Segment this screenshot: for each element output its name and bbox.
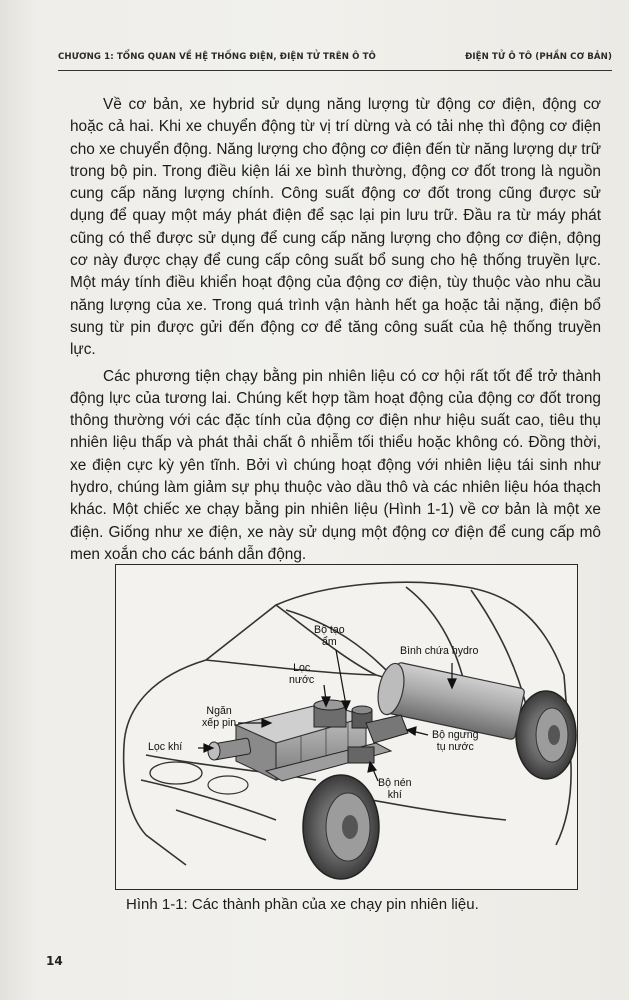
fuel-cell-vehicle-illustration xyxy=(116,565,578,890)
label-stack-line1: Ngăn xyxy=(206,705,232,717)
label-air-filter: Lọc khí xyxy=(148,741,183,753)
label-compressor-line1: Bộ nén xyxy=(378,777,412,789)
label-water-filter xyxy=(289,662,314,686)
header-chapter-title: CHƯƠNG 1: TỔNG QUAN VỀ HỆ THỐNG ĐIỆN, ĐIỆN TỬ TRÊN Ô TÔ xyxy=(58,52,376,62)
page-number: 14 xyxy=(46,954,63,968)
label-stack-line2: xếp pin xyxy=(202,717,237,729)
label-hydrogen-tank: Bình chứa hydro xyxy=(400,645,479,657)
paragraph-hybrid: Về cơ bản, xe hybrid sử dụng năng lượng từ động cơ điện, động cơ hoặc cả hai. Khi xe chuyển động từ vị trí dừng và có tải nhẹ thì động cơ điện cho xe chuyển động. Năng lượng cho động cơ điện đến từ năng lượng dự trữ trong bộ pin. Trong điều kiện lái xe bình thường, động cơ đốt trong là nguồn cung cấp năng lượng chính. Công suất động cơ đốt trong cũng được sử dụng để quay một máy phát điện để sạc lại pin lưu trữ. Đầu ra từ máy phát cũng có thể được sử dụng để cung cấp năng lượng cho động cơ điện, động cơ này được chạy để cung cấp công suất bổ sung cho hệ thống truyền lực. Một máy tính điều khiển hoạt động của động cơ điện, tùy thuộc vào nhu cầu năng lượng của xe. Trong quá trình vận hành hết ga hoặc tải nặng, điện bổ sung từ pin được gửi đến động cơ để tăng công suất của hệ thống truyền lực. xyxy=(70,96,602,359)
header-book-title: ĐIỆN TỬ Ô TÔ (PHẦN CƠ BẢN) xyxy=(465,52,612,62)
label-compressor-line2: khí xyxy=(387,789,402,801)
fog-light xyxy=(208,776,248,794)
label-humidifier-line1: Bộ tạo xyxy=(314,624,345,636)
running-header xyxy=(58,50,612,66)
label-humidifier-line2: ẩm xyxy=(321,636,337,648)
header-divider xyxy=(58,70,612,71)
paragraph-fuel-cell: Các phương tiện chạy bằng pin nhiên liệu có cơ hội rất tốt để trở thành động lực của tương lai. Chúng kết hợp tầm hoạt động của động cơ đốt trong thông thường với các đặc tính của động cơ điện như hiệu suất cao, tiêu thụ nhiên liệu thấp và phát thải chất ô nhiễm tối thiểu hoặc không có. Đồng thời, xe điện cực kỳ yên tĩnh. Bởi vì chúng hoạt động với nhiên liệu tái sinh như hydro, chúng làm giảm sự phụ thuộc vào dầu thô và các nhiên liệu hóa thạch khác. Một chiếc xe chạy bằng pin nhiên liệu (Hình 1-1) về cơ bản là một xe điện. Giống như xe điện, xe này sử dụng một động cơ điện để cung cấp mô men xoắn cho các bánh dẫn động. xyxy=(70,367,601,563)
label-humidifier xyxy=(314,624,345,648)
rear-wheel xyxy=(516,691,576,779)
label-fuel-cell-stack xyxy=(202,705,236,729)
label-water-filter-line1: Lọc xyxy=(293,662,311,674)
headlight xyxy=(150,762,202,784)
figure-caption: Hình 1-1: Các thành phần của xe chạy pin nhiên liệu. xyxy=(126,896,479,913)
label-condenser-line1: Bộ ngưng xyxy=(432,729,479,741)
label-condenser-line2: tụ nước xyxy=(436,741,474,753)
label-condenser xyxy=(432,729,479,753)
label-compressor xyxy=(378,777,412,801)
figure-fuel-cell-vehicle xyxy=(115,564,578,890)
body-text xyxy=(70,94,601,570)
label-water-filter-line2: nước xyxy=(289,674,315,686)
front-wheel xyxy=(303,775,379,879)
